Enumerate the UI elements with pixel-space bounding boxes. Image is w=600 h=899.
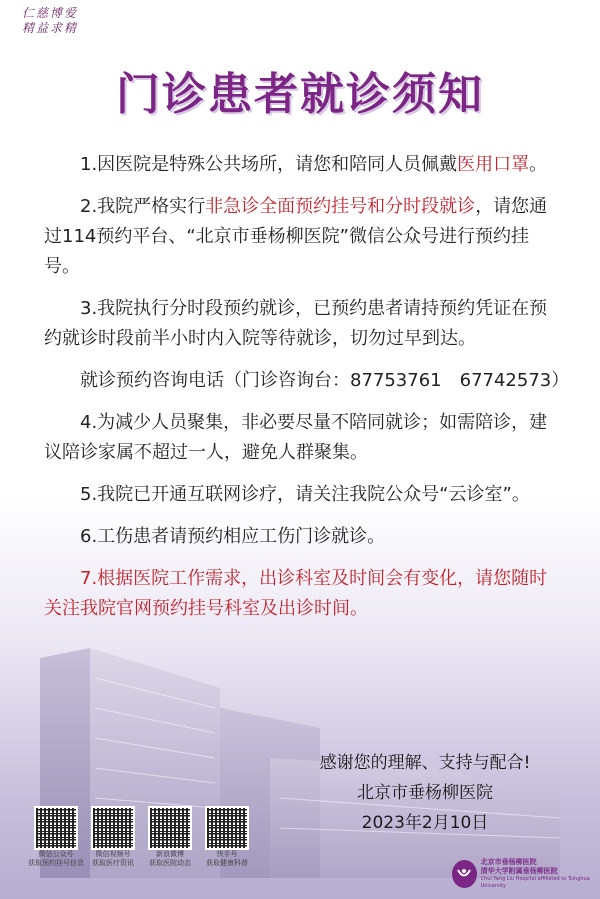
qr-caption: 新浪微博 (156, 850, 184, 858)
hospital-logo (452, 858, 600, 890)
qr-caption: 微信视频号 (95, 850, 131, 858)
notice-item (44, 192, 564, 282)
qr-code-icon (148, 806, 192, 850)
notice-item (44, 522, 564, 552)
notice-item (44, 564, 564, 624)
qr-code-icon (34, 806, 78, 850)
highlight-text: 非急诊全面预约挂号和分时段就诊 (205, 196, 476, 217)
highlight-text: 7.根据医院工作需求，出诊科室及时间会有变化，请您随时关注我院官网预约挂号科室及出诊时间。 (44, 568, 548, 619)
notice-text: 4.为减少人员聚集，非必要尽量不陪同就诊；如需陪诊，建议陪诊家属不超过一人，避免人群聚集。 (44, 412, 548, 463)
qr-code-icon (91, 806, 135, 850)
qr-caption: 获取健康科普 (206, 859, 248, 867)
notice-text: 2.我院严格实行 (80, 196, 206, 217)
qr-code-item (28, 806, 84, 868)
notice-text: 5.我院已开通互联网诊疗，请关注我院公众号“云诊室”。 (80, 484, 530, 505)
notice-item (44, 150, 564, 180)
notice-text: 6.工伤患者请预约相应工伤门诊就诊。 (80, 526, 386, 547)
qr-code-list (28, 806, 248, 868)
qr-caption: 获取预约挂号信息 (28, 859, 84, 867)
notice-text: 3.我院执行分时段预约就诊，已预约患者请持预约凭证在预约就诊时段前半小时内入院等待就诊，切勿过早到达。 (44, 298, 548, 349)
page-title: 门诊患者就诊须知 (116, 69, 484, 120)
motto-line-1: 仁慈博爱 (22, 6, 79, 20)
qr-caption: 获取医疗资讯 (92, 859, 134, 867)
notice-item (44, 294, 564, 354)
qr-code-icon (205, 806, 249, 850)
signature-block (300, 748, 550, 838)
qr-code-item (150, 806, 190, 868)
qr-caption: 微信公众号 (38, 850, 74, 858)
notice-text: ，请您通过114预约平台、“北京市垂杨柳医院”微信公众号进行预约挂号。 (44, 196, 548, 277)
notice-text: 就诊预约咨询电话（门诊咨询台：87753761 67742573） (80, 370, 570, 391)
hospital-name: 北京市垂杨柳医院 (357, 783, 493, 803)
qr-caption: 快手号 (216, 850, 238, 858)
motto-line-2: 精益求精 (22, 21, 79, 35)
qr-code-item (207, 806, 247, 868)
logo-name-cn-1: 北京市垂杨柳医院 (480, 858, 537, 866)
notice-item (44, 366, 570, 396)
hospital-motto (22, 6, 102, 36)
logo-emblem-icon (452, 860, 477, 888)
logo-name-en: Chui Yang Liu Hospital affiliated to Tsinghua University (480, 876, 590, 889)
notice-item (44, 480, 564, 510)
thanks-text: 感谢您的理解、支持与配合! (319, 753, 531, 773)
qr-code-item (93, 806, 133, 868)
notice-item (44, 408, 564, 468)
logo-name-cn-2: 清华大学附属垂杨柳医院 (480, 867, 558, 875)
notice-date: 2023年2月10日 (361, 813, 489, 833)
highlight-text: 医用口罩 (457, 154, 530, 175)
qr-caption: 获取医院动态 (149, 859, 191, 867)
notice-content (44, 150, 570, 636)
notice-text: 1.因医院是特殊公共场所，请您和陪同人员佩戴 (80, 154, 458, 175)
notice-text: 。 (529, 154, 548, 175)
logo-text (481, 858, 600, 890)
